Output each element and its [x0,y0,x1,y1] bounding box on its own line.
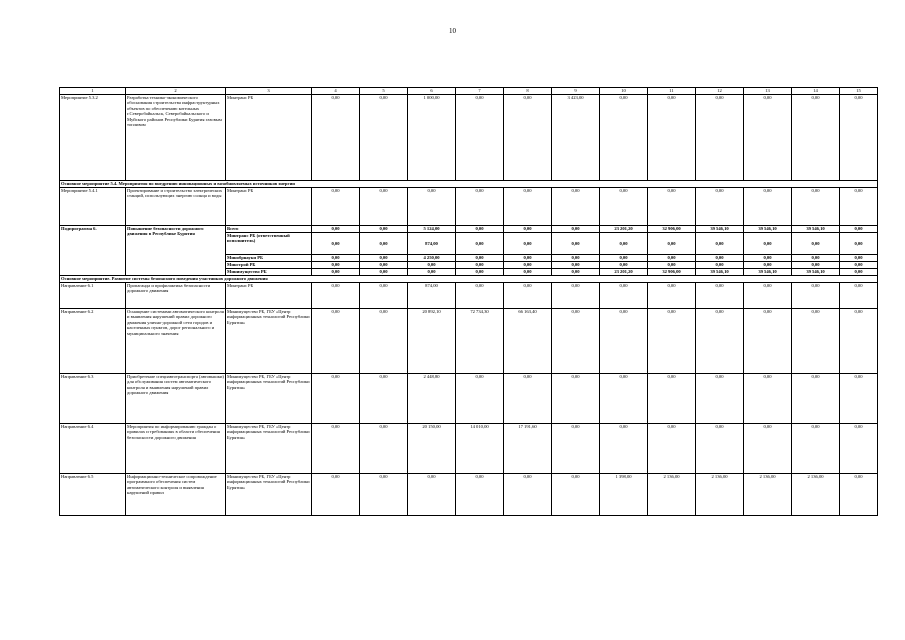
direction-code: Направление 6.2 [60,309,126,374]
value-cell: 0,00 [360,233,408,255]
value-cell: 14 010,00 [456,424,504,474]
value-cell: 0,00 [456,95,504,181]
value-cell: 0,00 [696,262,744,269]
value-cell: 23 201,20 [600,226,648,233]
value-cell: 0,00 [312,95,360,181]
measure-title: Проектирование и строительство электрических станций, использующих энергию солнца и воды [126,188,226,226]
value-cell: 0,00 [744,255,792,262]
executor: Минтранс РБ [226,95,312,181]
value-cell: 66 163,40 [504,309,552,374]
value-cell: 0,00 [600,233,648,255]
executor: Минтранс РБ [226,188,312,226]
value-cell: 0,00 [600,95,648,181]
value-cell: 0,00 [696,374,744,424]
measure-code: Мероприятие 5.4.1 [60,188,126,226]
value-cell: 0,00 [408,188,456,226]
value-cell: 0,00 [312,255,360,262]
value-cell: 0,00 [504,283,552,309]
value-cell: 32 906,00 [648,226,696,233]
value-cell: 2 136,00 [696,474,744,516]
value-cell: 0,00 [504,374,552,424]
executor: Минимущество РБ, ГБУ «Центр информационных технологий Республики Бурятия» [226,374,312,424]
value-cell: 2 136,00 [648,474,696,516]
value-cell: 0,00 [504,233,552,255]
value-cell: 39 546,10 [744,269,792,276]
value-cell: 0,00 [840,374,878,424]
value-cell: 0,00 [840,226,878,233]
value-cell: 0,00 [744,262,792,269]
value-cell: 0,00 [600,309,648,374]
value-cell: 0,00 [648,262,696,269]
direction-title: Мероприятия по информированию граждан о правилах и требованиях в области обеспечения безопасности дорожного движения [126,424,226,474]
value-cell: 0,00 [456,269,504,276]
value-cell: 32 906,00 [648,269,696,276]
value-cell: 23 201,20 [600,269,648,276]
value-cell: 0,00 [360,269,408,276]
value-cell: 20 892,10 [408,309,456,374]
value-cell: 0,00 [696,309,744,374]
value-cell: 0,00 [552,188,600,226]
header-cell: 10 [600,88,648,95]
value-cell: 20 150,00 [408,424,456,474]
value-cell: 0,00 [504,262,552,269]
executor: Минобрнауки РБ [226,255,312,262]
value-cell: 0,00 [312,233,360,255]
value-cell: 39 546,10 [792,226,840,233]
table-row [60,283,878,309]
value-cell: 0,00 [504,255,552,262]
value-cell: 0,00 [744,95,792,181]
value-cell: 2 136,00 [744,474,792,516]
value-cell: 72 734,30 [456,309,504,374]
value-cell: 0,00 [360,255,408,262]
value-cell: 0,00 [552,424,600,474]
table-row [60,188,878,226]
value-cell: 0,00 [312,309,360,374]
value-cell: 0,00 [840,474,878,516]
value-cell: 3 423,00 [552,95,600,181]
value-cell: 2 136,00 [792,474,840,516]
header-cell: 5 [360,88,408,95]
executor: Минстрой РБ [226,262,312,269]
value-cell: 0,00 [840,233,878,255]
value-cell: 0,00 [360,188,408,226]
value-cell: 0,00 [360,226,408,233]
direction-code: Направление 6.1 [60,283,126,309]
value-cell: 0,00 [840,269,878,276]
value-cell: 0,00 [504,95,552,181]
value-cell: 0,00 [840,309,878,374]
measure-code: Мероприятие 5.3.2 [60,95,126,181]
value-cell: 0,00 [600,283,648,309]
header-cell: 2 [126,88,226,95]
header-cell: 1 [60,88,126,95]
value-cell: 0,00 [648,95,696,181]
value-cell: 0,00 [840,262,878,269]
value-cell: 0,00 [360,374,408,424]
table-row [60,474,878,516]
value-cell: 0,00 [600,255,648,262]
value-cell: 0,00 [840,95,878,181]
direction-title: Приобретение специавтотранспорта (автовышки) для обслуживания систем автоматического контроля и выявления нарушений правил дорожного движения [126,374,226,424]
value-cell: 0,00 [744,188,792,226]
value-cell: 0,00 [840,424,878,474]
value-cell: 0,00 [456,283,504,309]
value-cell: 0,00 [744,424,792,474]
section-title: Основное мероприятие 5.4. Мероприятия по внедрению инновационных и возобновляемых источников энергии [60,181,878,188]
executor: Минимущество РБ, ГБУ «Центр информационных технологий Республики Бурятия» [226,309,312,374]
value-cell: 0,00 [792,309,840,374]
value-cell: 0,00 [696,424,744,474]
value-cell: 0,00 [792,424,840,474]
value-cell: 0,00 [696,283,744,309]
direction-code: Направление 6.3 [60,374,126,424]
value-cell: 0,00 [648,283,696,309]
value-cell: 0,00 [408,474,456,516]
header-row [60,88,878,95]
value-cell: 0,00 [792,188,840,226]
value-cell: 0,00 [504,474,552,516]
value-cell: 0,00 [360,474,408,516]
value-cell: 0,00 [360,424,408,474]
direction-code: Направление 6.4 [60,424,126,474]
subprogram-title: Повышение безопасности дорожного движения в Республике Бурятия [126,226,226,276]
value-cell: 0,00 [648,255,696,262]
value-cell: 0,00 [696,255,744,262]
direction-code: Направление 6.5 [60,474,126,516]
value-cell: 0,00 [408,262,456,269]
value-cell: 39 546,10 [696,269,744,276]
header-cell: 12 [696,88,744,95]
direction-title: Оснащение системами автоматического контроля и выявления нарушений правил дорожного движения улично-дорожной сети городов и населенных пунктов, дорог регионального и муниципального значения [126,309,226,374]
value-cell: 0,00 [312,474,360,516]
value-cell: 0,00 [840,188,878,226]
executor: Минтранс РБ [226,283,312,309]
value-cell: 0,00 [504,226,552,233]
executor: Минимущество РБ, ГБУ «Центр информационных технологий Республики Бурятия» [226,424,312,474]
direction-title: Информационно-техническое сопровождение программного обеспечения систем автоматического контроля и выявления нарушений правил [126,474,226,516]
value-cell: 39 546,10 [744,226,792,233]
header-cell: 8 [504,88,552,95]
header-cell: 6 [408,88,456,95]
value-cell: 0,00 [792,95,840,181]
value-cell: 39 546,10 [696,226,744,233]
value-cell: 0,00 [648,424,696,474]
value-cell: 0,00 [840,283,878,309]
value-cell: 0,00 [840,255,878,262]
value-cell: 0,00 [744,374,792,424]
value-cell: 2 448,80 [408,374,456,424]
value-cell: 0,00 [648,233,696,255]
value-cell: 0,00 [648,188,696,226]
value-cell: 1 000,00 [408,95,456,181]
value-cell: 0,00 [552,474,600,516]
header-cell: 9 [552,88,600,95]
value-cell: 0,00 [312,424,360,474]
value-cell: 0,00 [648,309,696,374]
value-cell: 0,00 [552,226,600,233]
value-cell: 0,00 [552,269,600,276]
table-row [60,374,878,424]
value-cell: 0,00 [360,95,408,181]
value-cell: 39 546,10 [792,269,840,276]
value-cell: 0,00 [696,233,744,255]
value-cell: 0,00 [696,188,744,226]
value-cell: 0,00 [600,188,648,226]
table-row [60,95,878,181]
value-cell: 0,00 [648,374,696,424]
measure-title: Разработка технико-экономического обоснования строительства инфраструктурных объектов по обеспечению котельных г.Северобайкальск, Северобайкальского и Муйского районов Республики Бурятия газовым топливом [126,95,226,181]
value-cell: 0,00 [696,95,744,181]
executor: Всего [226,226,312,233]
section-row [60,276,878,283]
value-cell: 0,00 [792,374,840,424]
value-cell: 0,00 [456,474,504,516]
value-cell: 0,00 [360,262,408,269]
value-cell: 0,00 [600,262,648,269]
value-cell: 0,00 [792,283,840,309]
value-cell: 0,00 [744,309,792,374]
value-cell: 0,00 [792,262,840,269]
value-cell: 0,00 [744,283,792,309]
header-cell: 13 [744,88,792,95]
value-cell: 0,00 [312,283,360,309]
value-cell: 0,00 [456,233,504,255]
value-cell: 0,00 [504,269,552,276]
value-cell: 17 191,60 [504,424,552,474]
value-cell: 0,00 [456,188,504,226]
page-number: 10 [449,27,456,35]
value-cell: 0,00 [408,269,456,276]
value-cell: 0,00 [312,226,360,233]
direction-title: Пропаганда и профилактика безопасности дорожного движения [126,283,226,309]
value-cell: 0,00 [600,424,648,474]
value-cell: 0,00 [312,188,360,226]
value-cell: 0,00 [456,262,504,269]
value-cell: 0,00 [504,188,552,226]
value-cell: 0,00 [456,226,504,233]
executor: Минимущество РБ, ГБУ «Центр информационных технологий Республики Бурятия» [226,474,312,516]
value-cell: 0,00 [360,283,408,309]
table-body [60,88,878,516]
value-cell: 0,00 [552,283,600,309]
value-cell: 0,00 [456,255,504,262]
table-row [60,309,878,374]
section-title: Основное мероприятие. Развитие системы безопасного поведения участников дорожного движения [60,276,878,283]
value-cell: 874,00 [408,233,456,255]
value-cell: 0,00 [600,374,648,424]
executor: Минтранс РБ (ответственный исполнитель) [226,233,312,255]
value-cell: 4 250,00 [408,255,456,262]
value-cell: 0,00 [552,374,600,424]
executor: Минимущество РБ [226,269,312,276]
budget-table [59,87,878,516]
header-cell: 14 [792,88,840,95]
value-cell: 0,00 [792,233,840,255]
table-row [60,424,878,474]
value-cell: 0,00 [312,269,360,276]
header-cell: 11 [648,88,696,95]
value-cell: 0,00 [552,309,600,374]
value-cell: 0,00 [360,309,408,374]
subprogram-code: Подпрограмма 6. [60,226,126,276]
value-cell: 0,00 [552,262,600,269]
header-cell: 3 [226,88,312,95]
value-cell: 874,00 [408,283,456,309]
header-cell: 7 [456,88,504,95]
value-cell: 5 124,00 [408,226,456,233]
value-cell: 1 398,00 [600,474,648,516]
section-row [60,181,878,188]
value-cell: 0,00 [456,374,504,424]
subprogram-row [60,226,878,233]
header-cell: 4 [312,88,360,95]
value-cell: 0,00 [744,233,792,255]
value-cell: 0,00 [552,233,600,255]
value-cell: 0,00 [312,262,360,269]
header-cell: 15 [840,88,878,95]
value-cell: 0,00 [552,255,600,262]
value-cell: 0,00 [312,374,360,424]
value-cell: 0,00 [792,255,840,262]
